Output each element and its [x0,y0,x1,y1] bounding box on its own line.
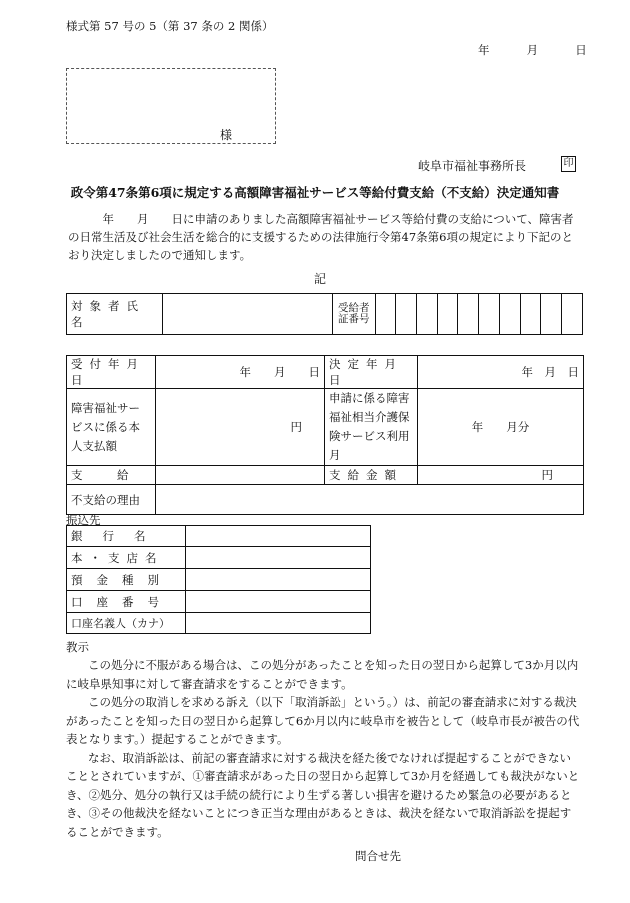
account-number-label: 口座番号 [67,591,186,613]
branch-cell [186,547,371,569]
ki-heading: 記 [313,272,326,286]
bank-heading: 振込先 [66,513,101,527]
notice-heading: 教示 [66,640,89,654]
subject-table [66,293,583,335]
cert-digit [499,294,520,335]
cert-digit [479,294,500,335]
self-pay-label: 障害福祉サービスに係る本人支払額 [67,389,156,466]
bank-table [66,525,371,634]
document-title: 政令第47条第6項に規定する高額障害福祉サービス等給付費支給（不支給）決定通知書 [70,185,560,200]
recipient-suffix: 様 [220,128,233,142]
notice-body [66,656,582,841]
self-pay-value: 円 [156,389,325,466]
care-service-label: 申請に係る障害福祉相当介護保険サービス利用月 [325,389,418,466]
cert-digit [375,294,396,335]
seal-mark: 印 [561,156,576,172]
recipient-address-box [66,68,276,144]
care-service-month: 年 月分 [418,389,584,466]
account-type-label: 預金種別 [67,569,186,591]
reason-cell [156,485,584,515]
account-type-cell [186,569,371,591]
form-number: 様式第 57 号の 5（第 37 条の 2 関係） [66,19,274,33]
receipt-date-label: 受付年月日 [67,356,156,389]
contact-label: 問合せ先 [355,849,401,863]
notice-paragraph: この処分の取消しを求める訴え（以下「取消訴訟」という。）は、前記の審査請求に対する裁決があったことを知った日の翌日から起算して6か月以内に岐阜市を被告として（岐阜市長が被告の代表となります。）提起することができます。 [66,695,580,746]
cert-label: 受給者証番号 [333,294,376,335]
payment-amount-value: 円 [418,466,584,485]
notice-paragraph: なお、取消訴訟は、前記の審査請求に対する裁決を経た後でなければ提起することができないこととされていますが、①審査請求があった日の翌日から起算して3か月を経過しても裁決がないとき、②処分、処分の執行又は手続の続行により生ずる著しい損害を避けるため緊急の必要があるとき、③その他裁決を経ないことにつき正当な理由があるときは、裁決を経ないで取消訴訟を提起することができます。 [66,750,580,839]
notice-paragraph: この処分に不服がある場合は、この処分があったことを知った日の翌日から起算して3か月以内に岐阜県知事に対して審査請求をすることができます。 [66,658,579,691]
account-holder-cell [186,613,371,634]
cert-digit [541,294,562,335]
payment-label: 支 給 [67,466,156,485]
body-paragraph: 年 月 日に申請のありました高額障害福祉サービス等給付費の支給について、障害者の日常生活及び社会生活を総合的に支援するための法律施行令第47条第6項の規定により下記のとおり決定しましたので通知します。 [68,212,574,262]
cert-digit [458,294,479,335]
receipt-date-value: 年 月 日 [156,356,325,389]
account-number-cell [186,591,371,613]
name-cell [162,294,333,335]
payment-cell [156,466,325,485]
cert-digit [416,294,437,335]
cert-digit [396,294,417,335]
payment-amount-label: 支給金額 [325,466,418,485]
decision-date-value: 年 月 日 [418,356,584,389]
reason-label: 不支給の理由 [67,485,156,515]
decision-table [66,355,584,515]
branch-label: 本・支店名 [67,547,186,569]
decision-date-label: 決定年月日 [325,356,418,389]
cert-digit [520,294,541,335]
bank-name-cell [186,526,371,547]
issue-date: 年 月 日 [478,43,587,57]
name-label: 対象者氏名 [67,294,163,335]
bank-name-label: 銀行名 [67,526,186,547]
cert-digit [437,294,458,335]
cert-digit [562,294,583,335]
issuer-name: 岐阜市福祉事務所長 [418,159,527,173]
account-holder-label: 口座名義人（カナ） [67,613,186,634]
